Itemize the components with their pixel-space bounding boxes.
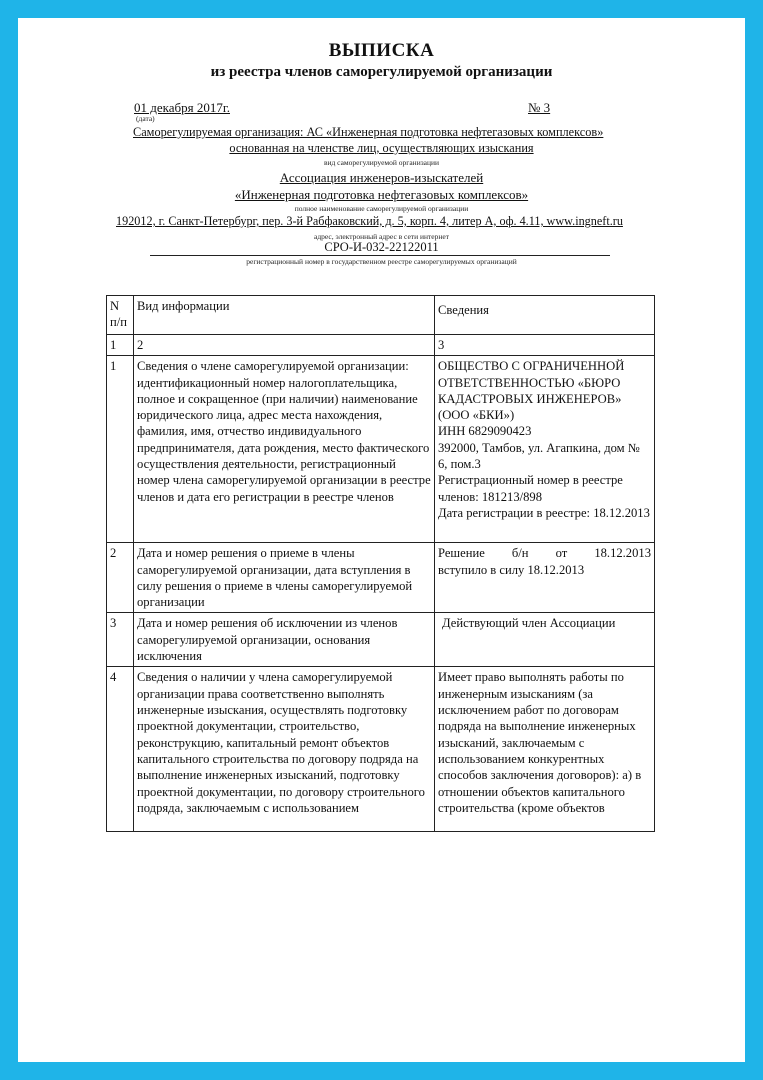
row3-kind: Дата и номер решения об исключении из членов саморегулируемой организации, основания исключения xyxy=(134,613,435,667)
row2-effective: вступило в силу 18.12.2013 xyxy=(438,562,585,577)
header-num: N п/п xyxy=(107,296,134,335)
header-info: Сведения xyxy=(435,296,655,335)
sro-basis: основанная на членстве лиц, осуществляющих изыскания xyxy=(229,141,534,155)
row4-num: 4 xyxy=(107,667,134,832)
table-row xyxy=(107,613,655,667)
row3-num: 3 xyxy=(107,613,134,667)
register-table xyxy=(106,295,655,832)
date-caption: (дата) xyxy=(136,114,155,123)
row4-kind: Сведения о наличии у члена саморегулируемой организации права соответственно выполнять инженерные изыскания, осуществлять подготовку проектной документации, строительство, реконструкцию, капитальный ремонт объектов капитального строительства по договору подряда на выполнение инженерных изысканий, подготовку проектной документации, по договору строительного подряда, заключаемым с использованием xyxy=(134,667,435,832)
row2-info xyxy=(435,543,655,613)
table-row xyxy=(107,543,655,613)
org-name-line2: «Инженерная подготовка нефтегазовых комплексов» xyxy=(234,187,529,202)
document-subtitle: из реестра членов саморегулируемой организации xyxy=(210,64,553,80)
header-kind: Вид информации xyxy=(134,296,435,335)
row1-company-name: ОБЩЕСТВО С ОГРАНИЧЕННОЙ ОТВЕТСТВЕННОСТЬЮ «БЮРО КАДАСТРОВЫХ ИНЖЕНЕРОВ» (ООО «БКИ») xyxy=(438,359,625,423)
org-address: 192012, г. Санкт-Петербург, пер. 3-й Рабфаковский, д. 5, корп. 4, литер А, оф. 4.11, www.ingneft.ru xyxy=(116,214,623,228)
row1-info xyxy=(435,356,655,543)
row1-num: 1 xyxy=(107,356,134,543)
index-num: 1 xyxy=(107,335,134,356)
row1-reg-number: Регистрационный номер в реестре членов: 181213/898 xyxy=(438,473,623,504)
address-caption: адрес, электронный адрес в сети интернет xyxy=(314,232,449,241)
org-name-line1: Ассоциация инженеров-изыскателей xyxy=(279,170,484,185)
extract-number: № 3 xyxy=(528,100,551,115)
document-page xyxy=(18,18,745,1062)
row2-decision: Решение б/н от 18.12.2013 xyxy=(438,546,651,561)
document-title: ВЫПИСКА xyxy=(328,40,435,61)
index-info: 3 xyxy=(435,335,655,356)
table-header-row xyxy=(107,296,655,335)
reg-number-underline xyxy=(150,255,610,256)
row2-kind: Дата и номер решения о приеме в члены саморегулируемой организации, дата вступления в силу решения о приеме в члены саморегулируемой организации xyxy=(134,543,435,613)
row4-info: Имеет право выполнять работы по инженерным изысканиям (за исключением работ по договорам подряда на выполнение инженерных изысканий, заключаемым с использованием конкурентных способов заключения договоров): а) в отношении объектов капитального строительства (кроме объектов xyxy=(435,667,655,832)
name-caption: полное наименование саморегулируемой организации xyxy=(294,204,469,213)
extract-date: 01 декабря 2017г. xyxy=(134,100,230,115)
row3-info: Действующий член Ассоциации xyxy=(435,613,655,667)
table-row xyxy=(107,667,655,832)
sro-reg-number: СРО-И-032-22122011 xyxy=(324,240,439,254)
sro-line: Саморегулируемая организация: АС «Инженерная подготовка нефтегазовых комплексов» xyxy=(133,125,604,139)
row1-kind: Сведения о члене саморегулируемой организации: идентификационный номер налогоплательщика, полное и сокращенное (при наличии) наименование юридического лица, адрес места нахождения, фамилия, имя, отчество индивидуального предпринимателя, дата рождения, место фактического осуществления деятельности, регистрационный номер члена саморегулируемой организации в реестре членов и дата его регистрации в реестре членов xyxy=(134,356,435,543)
row2-num: 2 xyxy=(107,543,134,613)
table-index-row xyxy=(107,335,655,356)
index-kind: 2 xyxy=(134,335,435,356)
row1-inn: ИНН 6829090423 xyxy=(438,424,532,439)
row1-reg-date: Дата регистрации в реестре: 18.12.2013 xyxy=(438,505,650,520)
table-row xyxy=(107,356,655,543)
row1-address: 392000, Тамбов, ул. Агапкина, дом № 6, пом.3 xyxy=(438,440,640,472)
kind-caption: вид саморегулируемой организации xyxy=(323,158,440,167)
reg-caption: регистрационный номер в государственном реестре саморегулируемых организаций xyxy=(246,257,517,266)
